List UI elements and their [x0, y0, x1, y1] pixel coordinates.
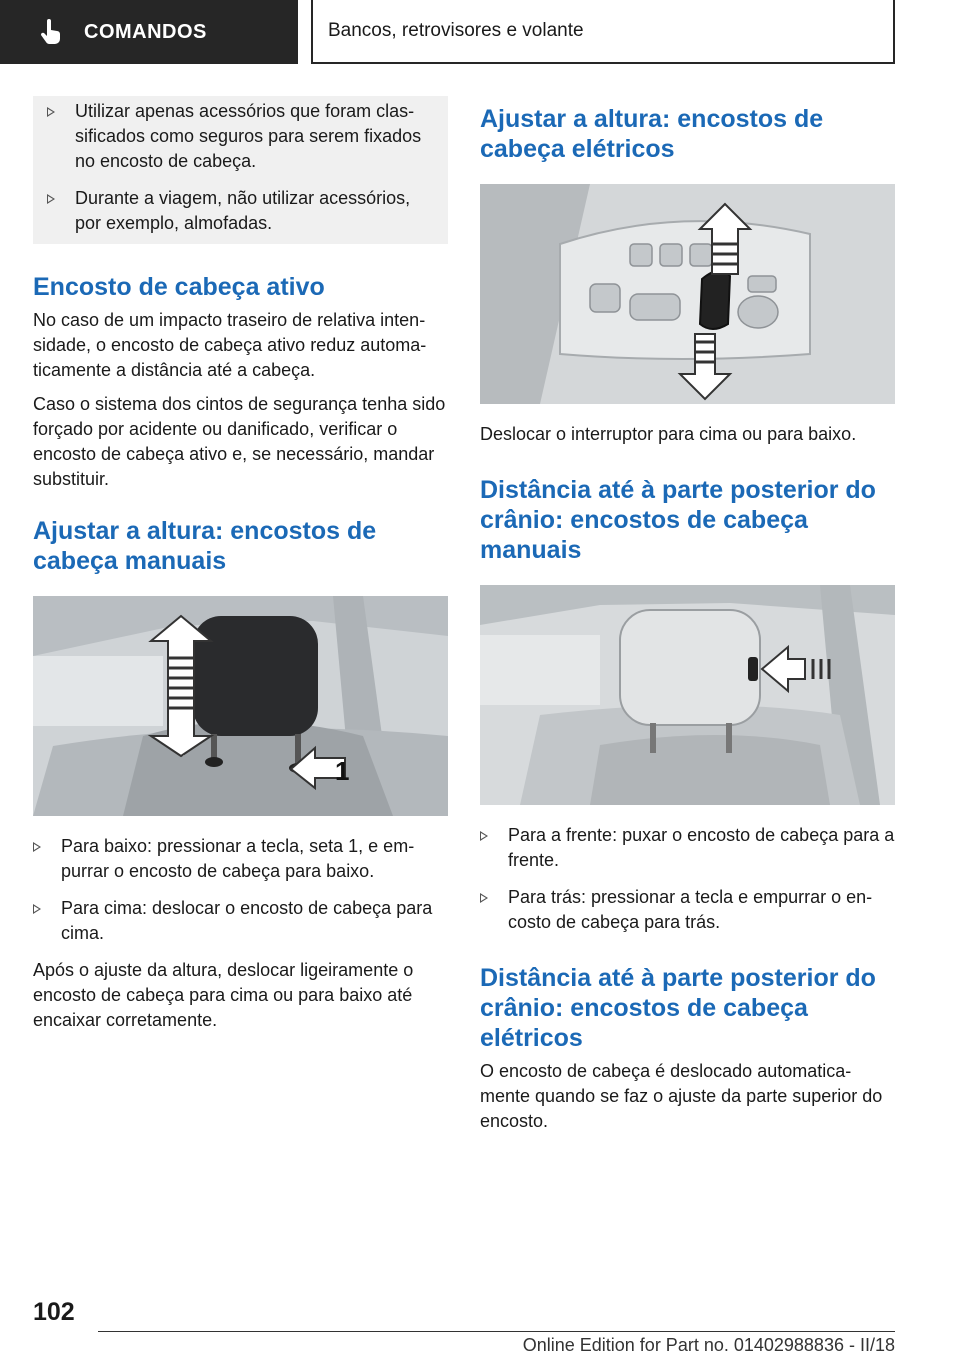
footer-divider — [98, 1331, 895, 1332]
paragraph: O encosto de cabeça é deslocado automaticamente quando se faz o ajuste da parte superior do encosto. — [480, 1061, 883, 1131]
photo-caption: Deslocar o interruptor para cima ou para baixo. — [480, 424, 857, 444]
left-column — [33, 96, 448, 1042]
heading-electric-height: Ajustar a altura: encostos de cabeça elétricos — [480, 105, 824, 163]
notes-box — [33, 96, 448, 244]
manual-headrest-photo — [33, 596, 448, 816]
paragraph: No caso de um impacto traseiro de relativa intensidade, o encosto de cabeça ativo reduz automaticamente a distância até a cabeça. — [33, 310, 427, 380]
edition-note: Online Edition for Part no. 01402988836 - II/18 — [522, 1335, 895, 1355]
triangle-bullet-icon — [33, 842, 41, 852]
heading-active-headrest: Encosto de cabeça ativo — [33, 273, 325, 301]
triangle-bullet-icon — [47, 194, 55, 204]
paragraph: Após o ajuste da altura, deslocar ligeiramente o encosto de cabeça para cima ou para baixo até encaixar corretamente. — [33, 960, 414, 1030]
note-item: Utilizar apenas acessórios que foram classificados como seguros para serem fixados no encosto de cabeça. — [47, 99, 434, 174]
page-header — [0, 0, 960, 66]
section-title: COMANDOS — [84, 20, 207, 43]
right-column — [480, 96, 895, 1143]
triangle-bullet-icon — [480, 831, 488, 841]
breadcrumb: Bancos, retrovisores e volante — [328, 20, 584, 41]
page-number: 102 — [33, 1298, 75, 1326]
list-item: Para trás: pressionar a tecla e empurrar o encosto de cabeça para trás. — [480, 885, 895, 935]
breadcrumb-box — [311, 0, 895, 64]
triangle-bullet-icon — [47, 107, 55, 117]
heading-electric-distance: Distância até à parte posterior do crânio: encostos de cabeça elétricos — [480, 964, 876, 1052]
triangle-bullet-icon — [33, 904, 41, 914]
triangle-bullet-icon — [480, 893, 488, 903]
heading-manual-height: Ajustar a altura: encostos de cabeça manuais — [33, 517, 377, 575]
electric-switch-photo — [480, 184, 895, 404]
callout-number: 1 — [335, 756, 350, 786]
manual-distance-photo — [480, 585, 895, 805]
note-item: Durante a viagem, não utilizar acessórios, por exemplo, almofadas. — [47, 186, 434, 236]
heading-manual-distance: Distância até à parte posterior do crânio: encostos de cabeça manuais — [480, 476, 876, 564]
list-item: Para cima: deslocar o encosto de cabeça para cima. — [33, 896, 448, 946]
paragraph: Caso o sistema dos cintos de segurança tenha sido forçado por acidente ou danificado, verificar o encosto de cabeça ativo e, se necessário, mandar substituir. — [33, 394, 446, 489]
list-item: Para baixo: pressionar a tecla, seta 1, e empurrar o encosto de cabeça para baixo. — [33, 834, 448, 884]
section-tab — [0, 0, 298, 64]
pointing-hand-icon — [40, 19, 62, 45]
list-item: Para a frente: puxar o encosto de cabeça para a frente. — [480, 823, 895, 873]
